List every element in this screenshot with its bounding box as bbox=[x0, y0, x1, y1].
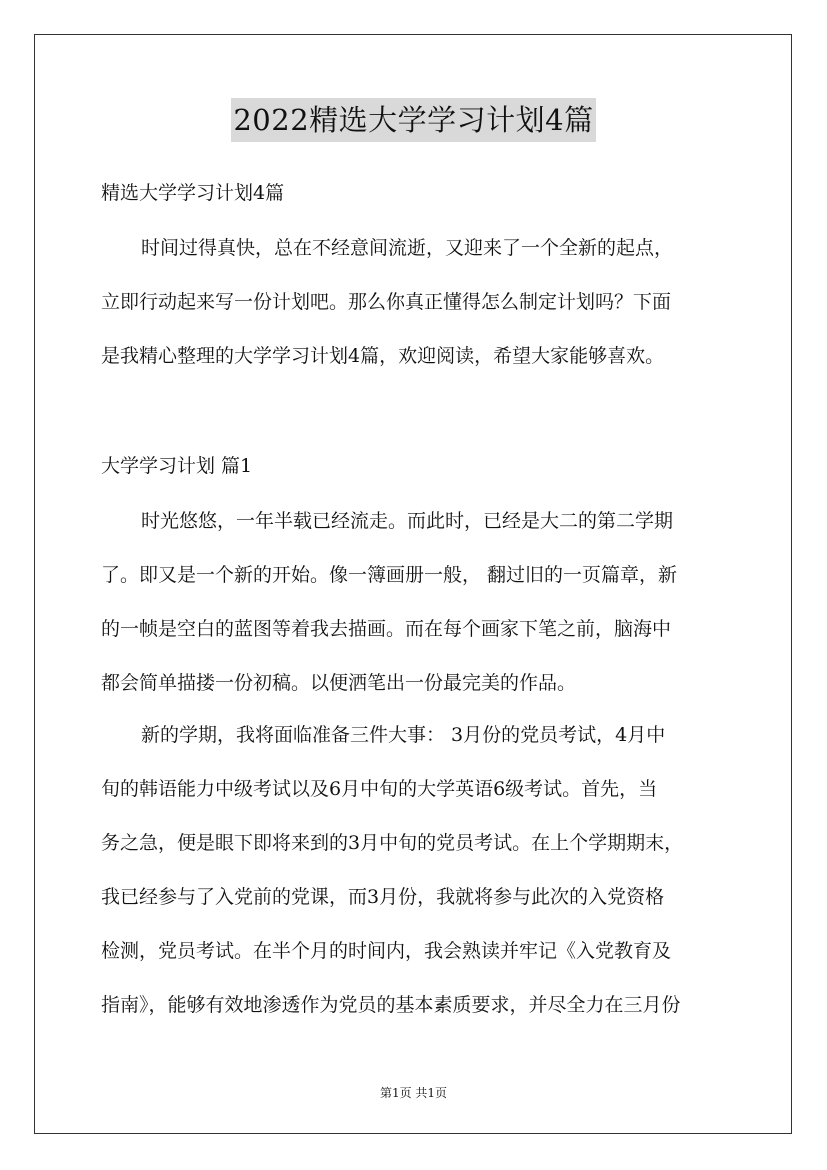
para2-line-4: 我已经参与了入党前的党课，而3月份，我就将参与此次的入党资格 bbox=[101, 886, 665, 908]
title-container bbox=[0, 98, 827, 142]
para2-line-3: 务之急，便是眼下即将来到的3月中旬的党员考试。在上个学期期末， bbox=[101, 832, 684, 854]
para2-line-6: 指南》，能够有效地渗透作为党员的基本素质要求，并尽全力在三月份 bbox=[101, 994, 681, 1016]
para1-line-4: 都会简单描搂一份初稿。以便洒笔出一份最完美的作品。 bbox=[101, 672, 577, 694]
para1-line-3: 的一帧是空白的蓝图等着我去描画。而在每个画家下笔之前，脑海中 bbox=[101, 618, 672, 640]
intro-line-1: 时间过得真快，总在不经意间流逝，又迎来了一个全新的起点， bbox=[141, 237, 674, 259]
para2-line-2: 旬的韩语能力中级考试以及6月中旬的大学英语6级考试。首先，当 bbox=[101, 778, 658, 800]
para1-line-1: 时光悠悠，一年半载已经流走。而此时，已经是大二的第二学期 bbox=[141, 510, 674, 532]
section-heading: 大学学习计划 篇1 bbox=[101, 455, 253, 477]
page-footer: 第1页 共1页 bbox=[379, 1086, 448, 1100]
intro-line-2: 立即行动起来写一份计划吧。那么你真正懂得怎么制定计划吗？下面 bbox=[101, 291, 672, 313]
para2-line-1: 新的学期，我将面临准备三件大事： 3月份的党员考试，4月中 bbox=[141, 724, 666, 746]
para2-line-5: 检测，党员考试。在半个月的时间内，我会熟读并牢记《入党教育及 bbox=[101, 940, 672, 962]
para1-line-2: 了。即又是一个新的开始。像一簿画册一般， 翻过旧的一页篇章，新 bbox=[101, 564, 678, 586]
document-title: 2022精选大学学习计划4篇 bbox=[231, 98, 595, 142]
subtitle: 精选大学学习计划4篇 bbox=[101, 182, 285, 204]
intro-line-3: 是我精心整理的大学学习计划4篇，欢迎阅读，希望大家能够喜欢。 bbox=[101, 345, 665, 367]
